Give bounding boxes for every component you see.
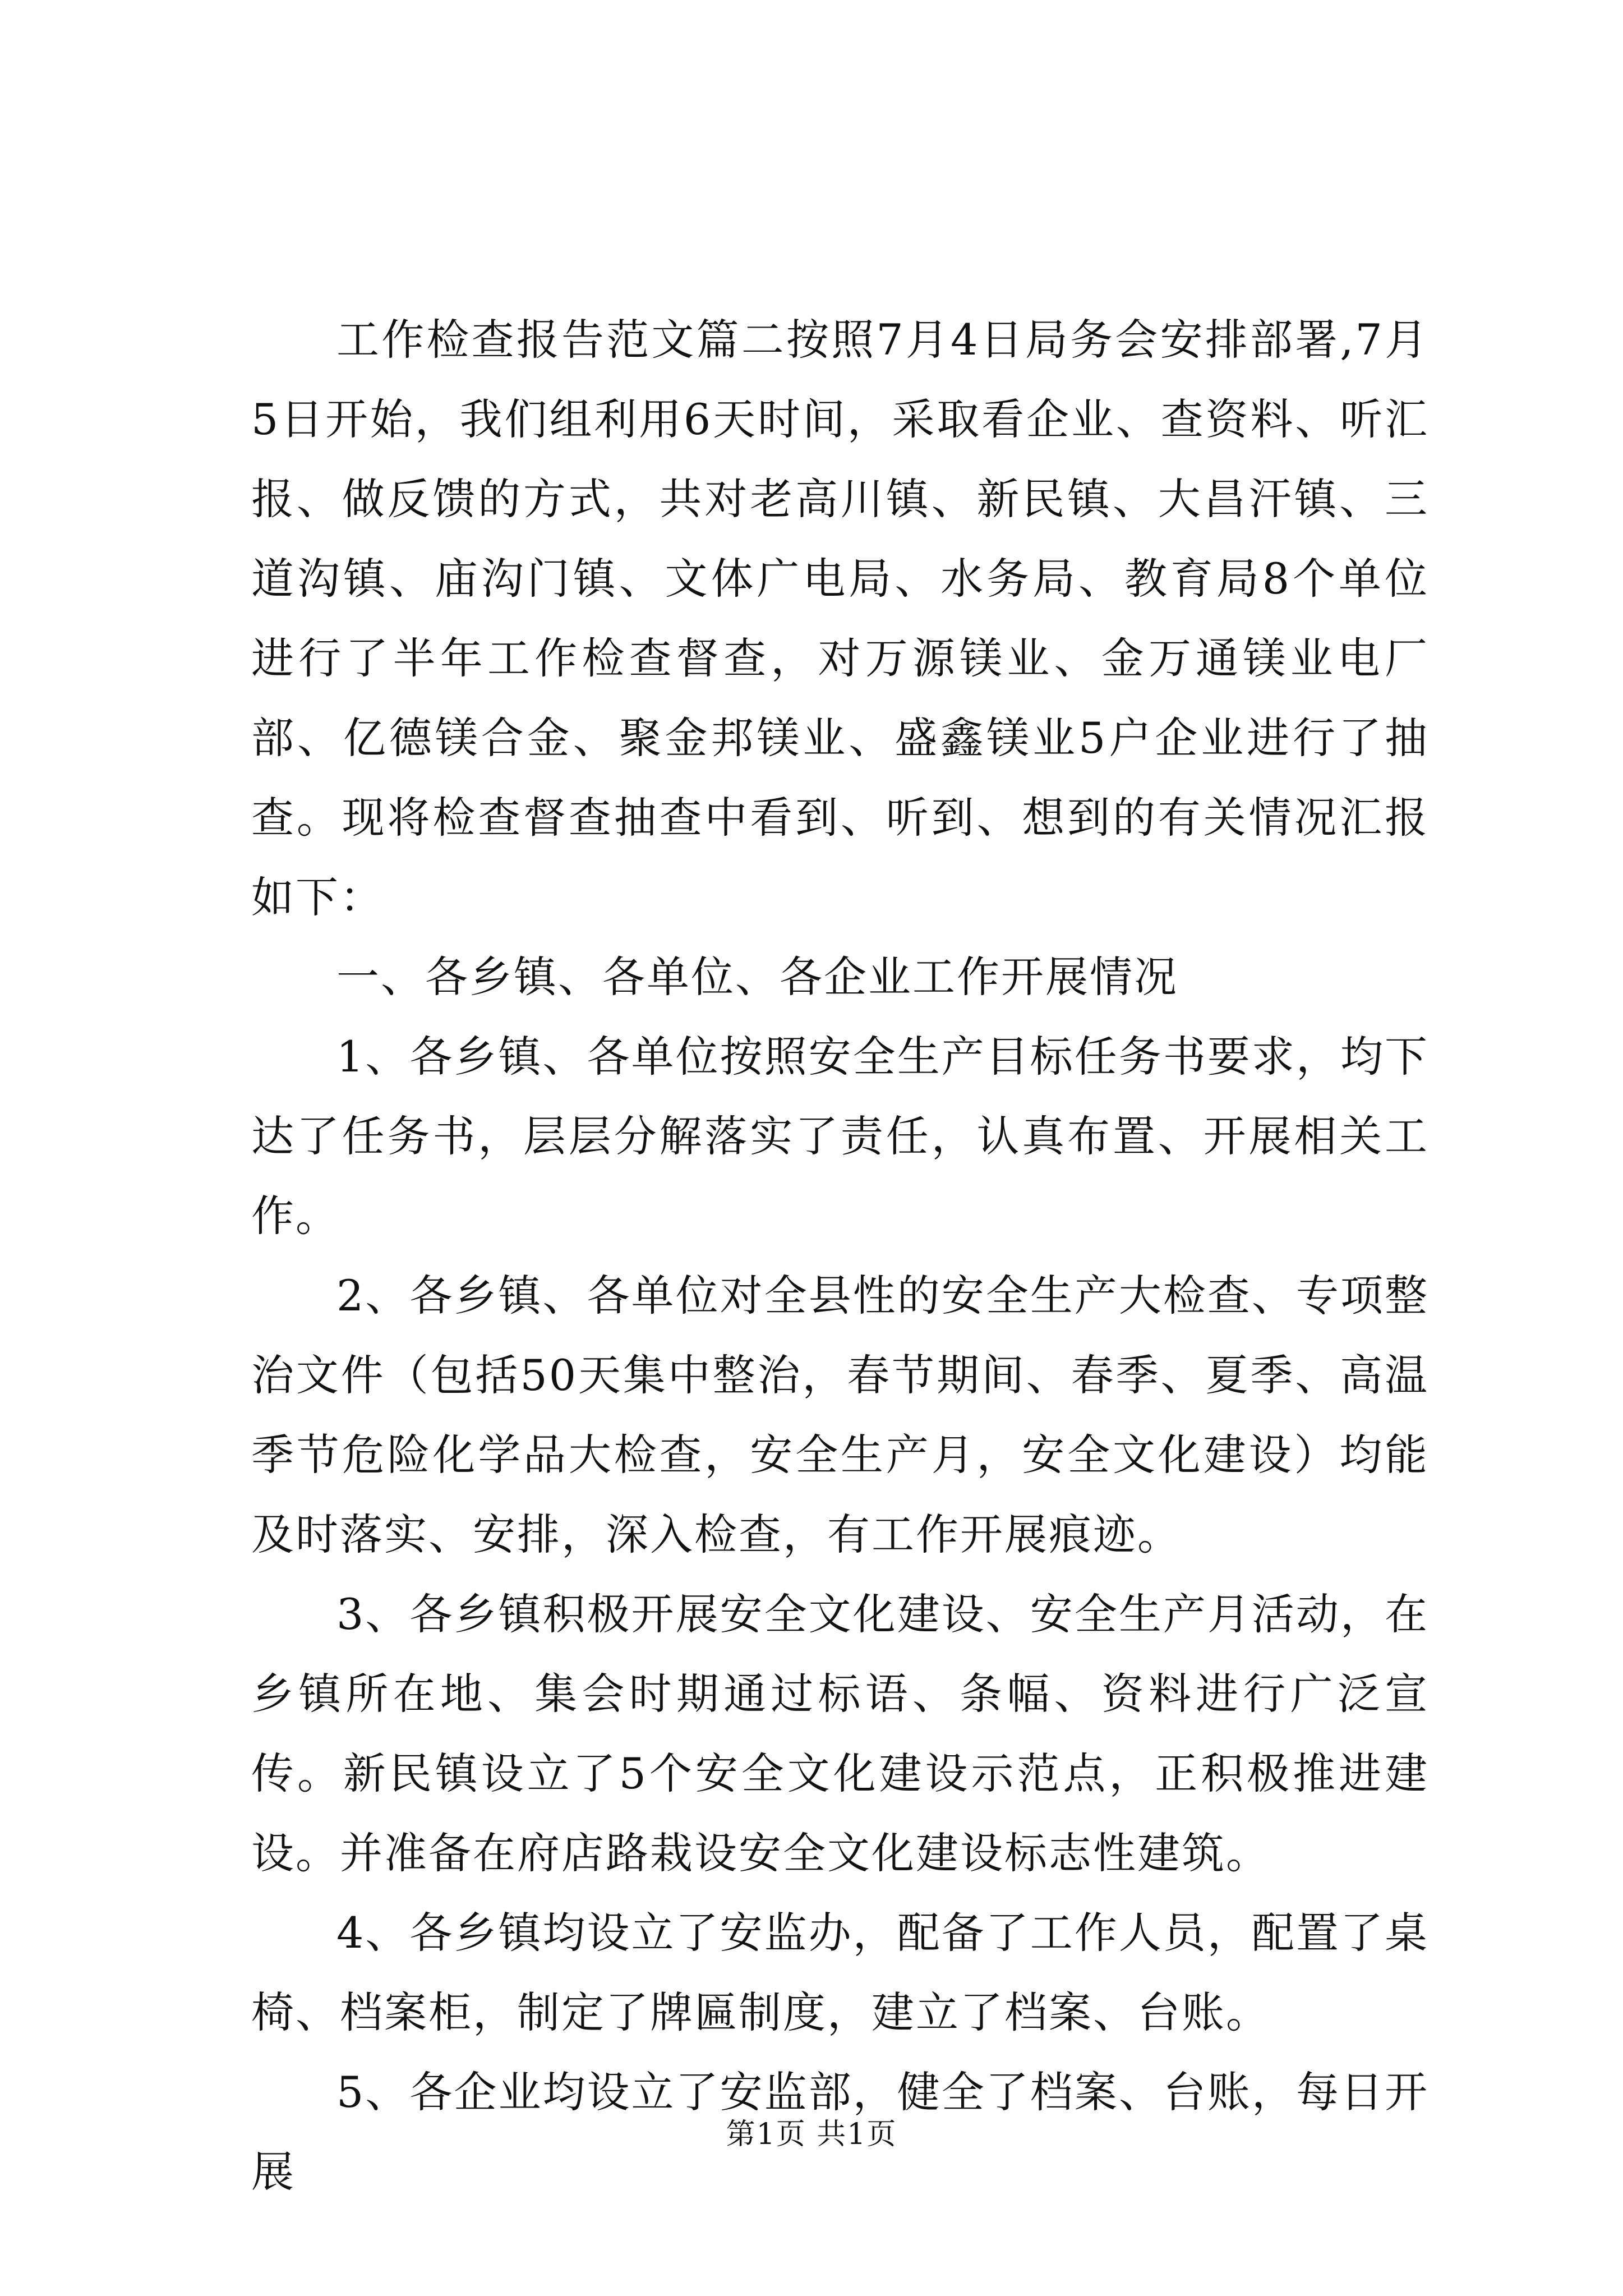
item-paragraph-1: 1、各乡镇、各单位按照安全生产目标任务书要求，均下达了任务书，层层分解落实了责任，认真布置、开展相关工作。 [251,1032,1429,1241]
item-paragraph-4: 4、各乡镇均设立了安监办，配备了工作人员，配置了桌椅、档案柜，制定了牌匾制度，建立了档案、台账。 [251,1908,1429,2037]
document-body [251,300,1429,2212]
item-paragraph-3: 3、各乡镇积极开展安全文化建设、安全生产月活动，在乡镇所在地、集会时期通过标语、条幅、资料进行广泛宣传。新民镇设立了5个安全文化建设示范点，正积极推进建设。并准备在府店路栽设安全文化建设标志性建筑。 [251,1589,1429,1878]
section-heading: 一、各乡镇、各单位、各企业工作开展情况 [336,952,1178,1002]
item-paragraph-2: 2、各乡镇、各单位对全县性的安全生产大检查、专项整治文件（包括50天集中整治，春节期间、春季、夏季、高温季节危险化学品大检查，安全生产月，安全文化建设）均能及时落实、安排，深入检查，有工作开展痕迹。 [251,1271,1429,1559]
intro-paragraph: 工作检查报告范文篇二按照7月4日局务会安排部署,7月5日开始，我们组利用6天时间，采取看企业、查资料、听汇报、做反馈的方式，共对老高川镇、新民镇、大昌汗镇、三道沟镇、庙沟门镇、文体广电局、水务局、教育局8个单位进行了半年工作检查督查，对万源镁业、金万通镁业电厂部、亿德镁合金、聚金邦镁业、盛鑫镁业5户企业进行了抽查。现将检查督查抽查中看到、听到、想到的有关情况汇报如下： [251,315,1429,922]
item-paragraph-5: 5、各企业均设立了安监部，健全了档案、台账，每日开展 [251,2067,1429,2197]
page-footer: 第1页 共1页 [726,2118,897,2151]
